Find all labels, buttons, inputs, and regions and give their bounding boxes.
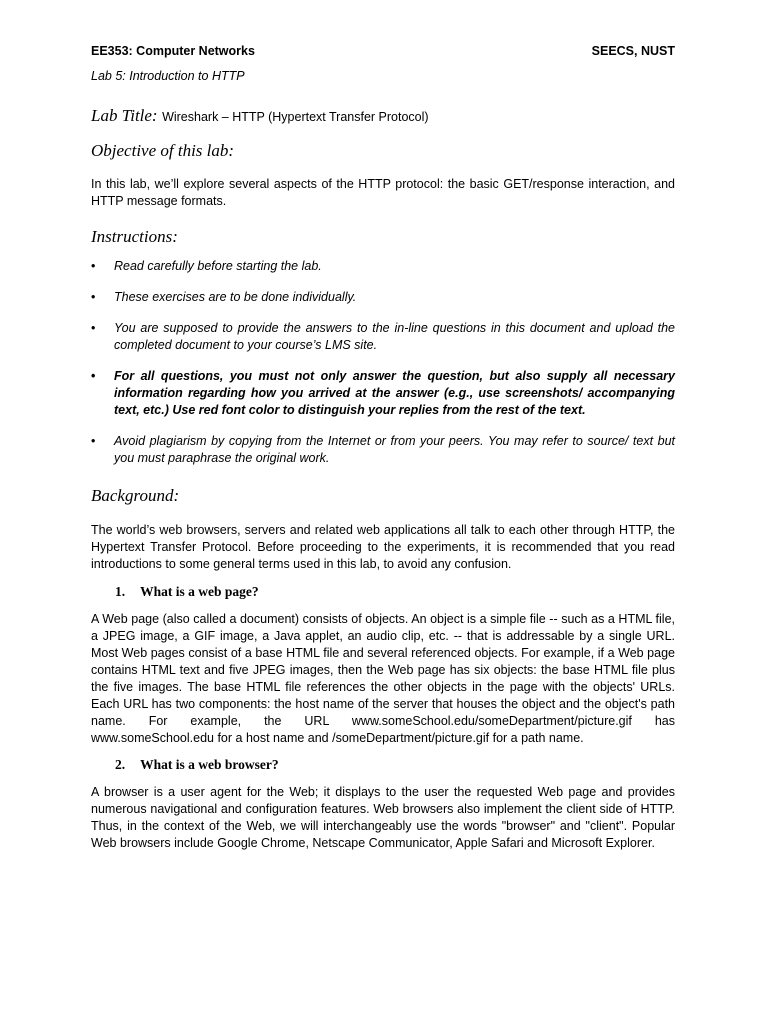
- lab-title-label: Lab Title:: [91, 106, 158, 125]
- list-item-text: Read carefully before starting the lab.: [114, 259, 322, 273]
- lab-subtitle: [91, 65, 675, 87]
- bullet-icon: •: [91, 321, 96, 335]
- web-browser-paragraph: A browser is a user agent for the Web; it displays to the user the requested Web page and provides numerous navigational and configuration features. Web browsers also implement the client side of HTTP. Thus, in the context of the Web, we will interchangeably use the words "browser" and "client". Popular Web browsers include Google Chrome, Netscape Communicator, Apple Safari and Microsoft Explorer.: [91, 785, 675, 850]
- section-number: 1.: [115, 584, 126, 599]
- section-title: What is a web page?: [140, 584, 259, 599]
- course-name: EE353: Computer Networks: [91, 44, 255, 58]
- section-number: 2.: [115, 757, 126, 772]
- list-item-text: These exercises are to be done individually.: [114, 290, 357, 304]
- instructions-heading: Instructions:: [91, 227, 178, 246]
- bullet-icon: •: [91, 369, 96, 383]
- bullet-icon: •: [91, 434, 96, 448]
- objective-paragraph: In this lab, we’ll explore several aspects of the HTTP protocol: the basic GET/response interaction, and HTTP message formats.: [91, 177, 675, 208]
- document-page: [91, 40, 675, 852]
- list-item: [91, 320, 675, 354]
- objective-heading: Objective of this lab:: [91, 141, 235, 160]
- instructions-list: [91, 258, 675, 467]
- background-paragraph: The world’s web browsers, servers and related web applications all talk to each other through HTTP, the Hypertext Transfer Protocol. Before proceeding to the experiments, it is recommended that you read introductions to some general terms used in this lab, to avoid any confusion.: [91, 523, 675, 571]
- list-item-text: For all questions, you must not only answer the question, but also supply all necessary information regarding how you arrived at the answer (e.g., use screenshots/ accompanying text, etc.) Use red font color to distinguish your replies from the rest of the text.: [114, 369, 675, 417]
- lab-name: Introduction to HTTP: [129, 69, 245, 83]
- section-title: What is a web browser?: [140, 757, 279, 772]
- list-item: [91, 289, 675, 306]
- list-item: [91, 433, 675, 467]
- section-heading-web-browser: [91, 755, 675, 775]
- list-item-text: Avoid plagiarism by copying from the Internet or from your peers. You may refer to source/ text but you must paraphrase the original work.: [114, 434, 675, 465]
- web-page-paragraph: A Web page (also called a document) consists of objects. An object is a simple file -- such as a HTML file, a JPEG image, a GIF image, a Java applet, an audio clip, etc. -- that is addressable by a single URL. Most Web pages consist of a base HTML file and several referenced objects. For example, if a Web page contains HTML text and five JPEG images, then the Web page has six objects: the base HTML file plus the five images. The base HTML file references the other objects in the page with the objects' URLs. Each URL has two components: the host name of the server that houses the object and the object's path name. For example, the URL www.someSchool.edu/someDepartment/picture.gif has www.someSchool.edu for a host name and /someDepartment/picture.gif for a path name.: [91, 612, 675, 745]
- lab-label: Lab 5:: [91, 69, 126, 83]
- section-heading-web-page: [91, 582, 675, 602]
- bullet-icon: •: [91, 259, 96, 273]
- lab-title-text: Wireshark – HTTP (Hypertext Transfer Protocol): [162, 110, 429, 124]
- bullet-icon: •: [91, 290, 96, 304]
- page-header: [91, 40, 675, 62]
- lab-title: [91, 104, 675, 129]
- list-item: [91, 368, 675, 419]
- list-item: [91, 258, 675, 275]
- list-item-text: You are supposed to provide the answers to the in-line questions in this document and upload the completed document to your course’s LMS site.: [114, 321, 675, 352]
- background-heading: Background:: [91, 486, 180, 505]
- institution-name: SEECS, NUST: [591, 44, 675, 58]
